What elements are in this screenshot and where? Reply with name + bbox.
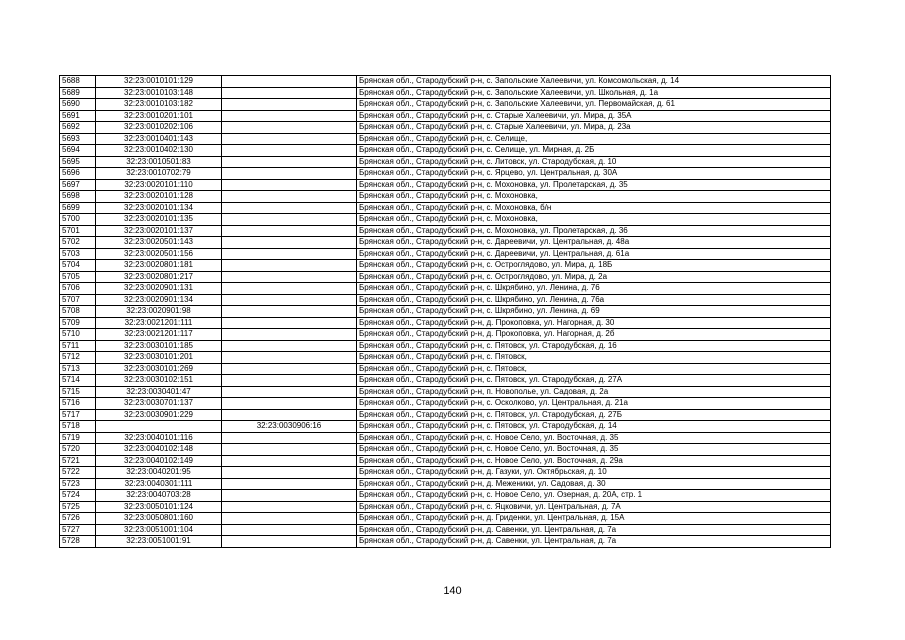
cadastral-number-cell: 32:23:0020101:110	[96, 179, 222, 191]
cadastral-number-alt-cell	[222, 478, 357, 490]
row-number-cell: 5724	[60, 490, 96, 502]
address-cell: Брянская обл., Стародубский р-н, с. Пятовск, ул. Стародубская, д. 27Б	[357, 409, 831, 421]
row-number-cell: 5699	[60, 202, 96, 214]
row-number-cell: 5690	[60, 99, 96, 111]
row-number-cell: 5707	[60, 294, 96, 306]
row-number-cell: 5718	[60, 421, 96, 433]
row-number-cell: 5717	[60, 409, 96, 421]
cadastral-number-cell: 32:23:0010702:79	[96, 168, 222, 180]
address-cell: Брянская обл., Стародубский р-н, с. Ярцево, ул. Центральная, д. 30А	[357, 168, 831, 180]
cadastral-number-alt-cell	[222, 145, 357, 157]
row-number-cell: 5713	[60, 363, 96, 375]
cadastral-number-alt-cell	[222, 214, 357, 226]
cadastral-number-alt-cell	[222, 363, 357, 375]
cadastral-number-cell: 32:23:0051001:104	[96, 524, 222, 536]
row-number-cell: 5705	[60, 271, 96, 283]
cadastral-number-alt-cell	[222, 110, 357, 122]
table-row	[60, 340, 831, 352]
row-number-cell: 5727	[60, 524, 96, 536]
row-number-cell: 5722	[60, 467, 96, 479]
cadastral-number-alt-cell	[222, 248, 357, 260]
row-number-cell: 5728	[60, 536, 96, 548]
table-row	[60, 156, 831, 168]
cadastral-number-cell: 32:23:0030401:47	[96, 386, 222, 398]
page-number: 140	[443, 585, 462, 597]
address-cell: Брянская обл., Стародубский р-н, с. Пятовск,	[357, 363, 831, 375]
cadastral-number-cell: 32:23:0010103:182	[96, 99, 222, 111]
cadastral-number-alt-cell	[222, 536, 357, 548]
cadastral-number-alt-cell	[222, 283, 357, 295]
address-cell: Брянская обл., Стародубский р-н, с. Пятовск, ул. Стародубская, д. 16	[357, 340, 831, 352]
row-number-cell: 5715	[60, 386, 96, 398]
row-number-cell: 5695	[60, 156, 96, 168]
cadastral-number-alt-cell	[222, 156, 357, 168]
address-cell: Брянская обл., Стародубский р-н, с. Мохоновка, б/н	[357, 202, 831, 214]
table-row	[60, 352, 831, 364]
row-number-cell: 5700	[60, 214, 96, 226]
table-row	[60, 214, 831, 226]
cadastral-number-alt-cell	[222, 133, 357, 145]
address-cell: Брянская обл., Стародубский р-н, д. Савенки, ул. Центральная, д. 7а	[357, 524, 831, 536]
cadastral-number-alt-cell	[222, 490, 357, 502]
row-number-cell: 5702	[60, 237, 96, 249]
table-row	[60, 168, 831, 180]
cadastral-number-cell: 32:23:0050101:124	[96, 501, 222, 513]
cadastral-number-cell: 32:23:0040102:149	[96, 455, 222, 467]
cadastral-number-alt-cell	[222, 191, 357, 203]
cadastral-number-cell: 32:23:0040102:148	[96, 444, 222, 456]
table-row	[60, 202, 831, 214]
table-row	[60, 133, 831, 145]
cadastral-number-cell: 32:23:0030701:137	[96, 398, 222, 410]
cadastral-number-alt-cell	[222, 202, 357, 214]
address-cell: Брянская обл., Стародубский р-н, д. Прокоповка, ул. Нагорная, д. 2б	[357, 329, 831, 341]
address-cell: Брянская обл., Стародубский р-н, с. Мохоновка,	[357, 214, 831, 226]
table-row	[60, 179, 831, 191]
address-cell: Брянская обл., Стародубский р-н, с. Старые Халеевичи, ул. Мира, д. 23а	[357, 122, 831, 134]
address-cell: Брянская обл., Стародубский р-н, с. Дареевичи, ул. Центральная, д. 48а	[357, 237, 831, 249]
table-row	[60, 191, 831, 203]
address-cell: Брянская обл., Стародубский р-н, д. Меженики, ул. Садовая, д. 30	[357, 478, 831, 490]
address-cell: Брянская обл., Стародубский р-н, с. Старые Халеевичи, ул. Мира, д. 35А	[357, 110, 831, 122]
cadastral-number-alt-cell	[222, 260, 357, 272]
address-cell: Брянская обл., Стародубский р-н, с. Новое Село, ул. Восточная, д. 35	[357, 432, 831, 444]
cadastral-number-alt-cell	[222, 352, 357, 364]
address-cell: Брянская обл., Стародубский р-н, с. Яцковичи, ул. Центральная, д. 7А	[357, 501, 831, 513]
table-row	[60, 145, 831, 157]
address-cell: Брянская обл., Стародубский р-н, с. Запольские Халеевичи, ул. Комсомольская, д. 14	[357, 76, 831, 88]
cadastral-number-cell: 32:23:0020501:143	[96, 237, 222, 249]
cadastral-number-cell: 32:23:0020101:137	[96, 225, 222, 237]
table-row	[60, 225, 831, 237]
table-row	[60, 306, 831, 318]
address-cell: Брянская обл., Стародубский р-н, с. Остроглядово, ул. Мира, д. 18Б	[357, 260, 831, 272]
table-row	[60, 467, 831, 479]
table-row	[60, 409, 831, 421]
table-row	[60, 283, 831, 295]
row-number-cell: 5711	[60, 340, 96, 352]
cadastral-number-cell: 32:23:0040201:95	[96, 467, 222, 479]
row-number-cell: 5691	[60, 110, 96, 122]
cadastral-number-cell: 32:23:0040301:111	[96, 478, 222, 490]
cadastral-number-alt-cell	[222, 386, 357, 398]
table-row	[60, 294, 831, 306]
cadastral-number-cell: 32:23:0021201:117	[96, 329, 222, 341]
row-number-cell: 5703	[60, 248, 96, 260]
address-cell: Брянская обл., Стародубский р-н, с. Шкрябино, ул. Ленина, д. 69	[357, 306, 831, 318]
table-row	[60, 386, 831, 398]
cadastral-number-alt-cell: 32:23:0030906:16	[222, 421, 357, 433]
row-number-cell: 5697	[60, 179, 96, 191]
cadastral-number-alt-cell	[222, 237, 357, 249]
cadastral-number-alt-cell	[222, 467, 357, 479]
cadastral-number-cell: 32:23:0020101:134	[96, 202, 222, 214]
table-row	[60, 478, 831, 490]
cadastral-number-cell: 32:23:0030102:151	[96, 375, 222, 387]
cadastral-number-alt-cell	[222, 455, 357, 467]
cadastral-number-cell: 32:23:0010202:106	[96, 122, 222, 134]
table-row	[60, 317, 831, 329]
address-cell: Брянская обл., Стародубский р-н, с. Дареевичи, ул. Центральная, д. 61а	[357, 248, 831, 260]
address-cell: Брянская обл., Стародубский р-н, с. Новое Село, ул. Восточная, д. 29а	[357, 455, 831, 467]
table-row	[60, 329, 831, 341]
cadastral-number-cell: 32:23:0010402:130	[96, 145, 222, 157]
address-cell: Брянская обл., Стародубский р-н, д. Савенки, ул. Центральная, д. 7а	[357, 536, 831, 548]
cadastral-number-alt-cell	[222, 87, 357, 99]
table-row	[60, 237, 831, 249]
address-cell: Брянская обл., Стародубский р-н, с. Запольские Халеевичи, ул. Школьная, д. 1а	[357, 87, 831, 99]
table-row	[60, 99, 831, 111]
cadastral-number-cell: 32:23:0021201:111	[96, 317, 222, 329]
row-number-cell: 5693	[60, 133, 96, 145]
cadastral-number-cell: 32:23:0030901:229	[96, 409, 222, 421]
row-number-cell: 5709	[60, 317, 96, 329]
cadastral-number-cell: 32:23:0030101:269	[96, 363, 222, 375]
cadastral-number-alt-cell	[222, 317, 357, 329]
address-cell: Брянская обл., Стародубский р-н, с. Селище,	[357, 133, 831, 145]
cadastral-number-cell: 32:23:0010201:101	[96, 110, 222, 122]
row-number-cell: 5721	[60, 455, 96, 467]
table-row	[60, 524, 831, 536]
table-row	[60, 375, 831, 387]
address-cell: Брянская обл., Стародубский р-н, с. Пятовск,	[357, 352, 831, 364]
cadastral-number-cell: 32:23:0020101:135	[96, 214, 222, 226]
table-row	[60, 398, 831, 410]
row-number-cell: 5710	[60, 329, 96, 341]
table-row	[60, 444, 831, 456]
cadastral-number-cell: 32:23:0010101:129	[96, 76, 222, 88]
cadastral-number-cell: 32:23:0020801:217	[96, 271, 222, 283]
registry-table-body	[60, 76, 831, 548]
cadastral-number-cell: 32:23:0040703:28	[96, 490, 222, 502]
cadastral-number-cell: 32:23:0020901:134	[96, 294, 222, 306]
table-row	[60, 110, 831, 122]
cadastral-number-alt-cell	[222, 513, 357, 525]
address-cell: Брянская обл., Стародубский р-н, с. Новое Село, ул. Озерная, д. 20А, стр. 1	[357, 490, 831, 502]
row-number-cell: 5726	[60, 513, 96, 525]
cadastral-number-alt-cell	[222, 179, 357, 191]
address-cell: Брянская обл., Стародубский р-н, с. Запольские Халеевичи, ул. Первомайская, д. 61	[357, 99, 831, 111]
row-number-cell: 5706	[60, 283, 96, 295]
cadastral-number-cell: 32:23:0020901:131	[96, 283, 222, 295]
table-row	[60, 536, 831, 548]
table-row	[60, 260, 831, 272]
cadastral-number-cell: 32:23:0020801:181	[96, 260, 222, 272]
address-cell: Брянская обл., Стародубский р-н, с. Пятовск, ул. Стародубская, д. 14	[357, 421, 831, 433]
row-number-cell: 5701	[60, 225, 96, 237]
cadastral-number-alt-cell	[222, 271, 357, 283]
cadastral-number-cell: 32:23:0010401:143	[96, 133, 222, 145]
cadastral-number-cell: 32:23:0040101:116	[96, 432, 222, 444]
registry-table	[59, 75, 831, 548]
row-number-cell: 5719	[60, 432, 96, 444]
cadastral-number-cell: 32:23:0030101:201	[96, 352, 222, 364]
address-cell: Брянская обл., Стародубский р-н, с. Шкрябино, ул. Ленина, д. 76а	[357, 294, 831, 306]
address-cell: Брянская обл., Стародубский р-н, с. Мохоновка, ул. Пролетарская, д. 36	[357, 225, 831, 237]
table-row	[60, 363, 831, 375]
cadastral-number-alt-cell	[222, 398, 357, 410]
row-number-cell: 5689	[60, 87, 96, 99]
row-number-cell: 5688	[60, 76, 96, 88]
cadastral-number-alt-cell	[222, 375, 357, 387]
table-row	[60, 122, 831, 134]
address-cell: Брянская обл., Стародубский р-н, д. Газуки, ул. Октябрьская, д. 10	[357, 467, 831, 479]
cadastral-number-alt-cell	[222, 329, 357, 341]
address-cell: Брянская обл., Стародубский р-н, с. Литовск, ул. Стародубская, д. 10	[357, 156, 831, 168]
table-row	[60, 271, 831, 283]
cadastral-number-alt-cell	[222, 501, 357, 513]
table-row	[60, 87, 831, 99]
row-number-cell: 5698	[60, 191, 96, 203]
cadastral-number-alt-cell	[222, 409, 357, 421]
cadastral-number-cell: 32:23:0020501:156	[96, 248, 222, 260]
cadastral-number-cell: 32:23:0050801:160	[96, 513, 222, 525]
address-cell: Брянская обл., Стародубский р-н, с. Осколково, ул. Центральная, д. 21а	[357, 398, 831, 410]
table-row	[60, 501, 831, 513]
cadastral-number-cell: 32:23:0010501:83	[96, 156, 222, 168]
address-cell: Брянская обл., Стародубский р-н, п. Новополье, ул. Садовая, д. 2а	[357, 386, 831, 398]
cadastral-number-alt-cell	[222, 432, 357, 444]
cadastral-number-alt-cell	[222, 225, 357, 237]
row-number-cell: 5704	[60, 260, 96, 272]
table-row	[60, 513, 831, 525]
cadastral-number-cell	[96, 421, 222, 433]
table-row	[60, 248, 831, 260]
row-number-cell: 5725	[60, 501, 96, 513]
row-number-cell: 5712	[60, 352, 96, 364]
cadastral-number-alt-cell	[222, 524, 357, 536]
row-number-cell: 5716	[60, 398, 96, 410]
address-cell: Брянская обл., Стародубский р-н, с. Мохоновка,	[357, 191, 831, 203]
address-cell: Брянская обл., Стародубский р-н, с. Селище, ул. Мирная, д. 2Б	[357, 145, 831, 157]
table-row	[60, 490, 831, 502]
row-number-cell: 5708	[60, 306, 96, 318]
cadastral-number-alt-cell	[222, 340, 357, 352]
address-cell: Брянская обл., Стародубский р-н, д. Прокоповка, ул. Нагорная, д. 30	[357, 317, 831, 329]
row-number-cell: 5714	[60, 375, 96, 387]
cadastral-number-cell: 32:23:0020901:98	[96, 306, 222, 318]
cadastral-number-alt-cell	[222, 76, 357, 88]
cadastral-number-alt-cell	[222, 294, 357, 306]
table-row	[60, 421, 831, 433]
row-number-cell: 5696	[60, 168, 96, 180]
table-row	[60, 432, 831, 444]
cadastral-number-cell: 32:23:0020101:128	[96, 191, 222, 203]
row-number-cell: 5692	[60, 122, 96, 134]
cadastral-number-cell: 32:23:0010103:148	[96, 87, 222, 99]
cadastral-number-alt-cell	[222, 122, 357, 134]
cadastral-number-alt-cell	[222, 168, 357, 180]
row-number-cell: 5694	[60, 145, 96, 157]
table-row	[60, 76, 831, 88]
row-number-cell: 5723	[60, 478, 96, 490]
address-cell: Брянская обл., Стародубский р-н, с. Пятовск, ул. Стародубская, д. 27А	[357, 375, 831, 387]
cadastral-number-cell: 32:23:0030101:185	[96, 340, 222, 352]
cadastral-number-cell: 32:23:0051001:91	[96, 536, 222, 548]
cadastral-number-alt-cell	[222, 306, 357, 318]
row-number-cell: 5720	[60, 444, 96, 456]
address-cell: Брянская обл., Стародубский р-н, с. Шкрябино, ул. Ленина, д. 76	[357, 283, 831, 295]
cadastral-number-alt-cell	[222, 444, 357, 456]
table-row	[60, 455, 831, 467]
address-cell: Брянская обл., Стародубский р-н, с. Мохоновка, ул. Пролетарская, д. 35	[357, 179, 831, 191]
address-cell: Брянская обл., Стародубский р-н, с. Новое Село, ул. Восточная, д. 35	[357, 444, 831, 456]
cadastral-number-alt-cell	[222, 99, 357, 111]
address-cell: Брянская обл., Стародубский р-н, д. Гриденки, ул. Центральная, д. 15А	[357, 513, 831, 525]
address-cell: Брянская обл., Стародубский р-н, с. Остроглядово, ул. Мира, д. 2а	[357, 271, 831, 283]
